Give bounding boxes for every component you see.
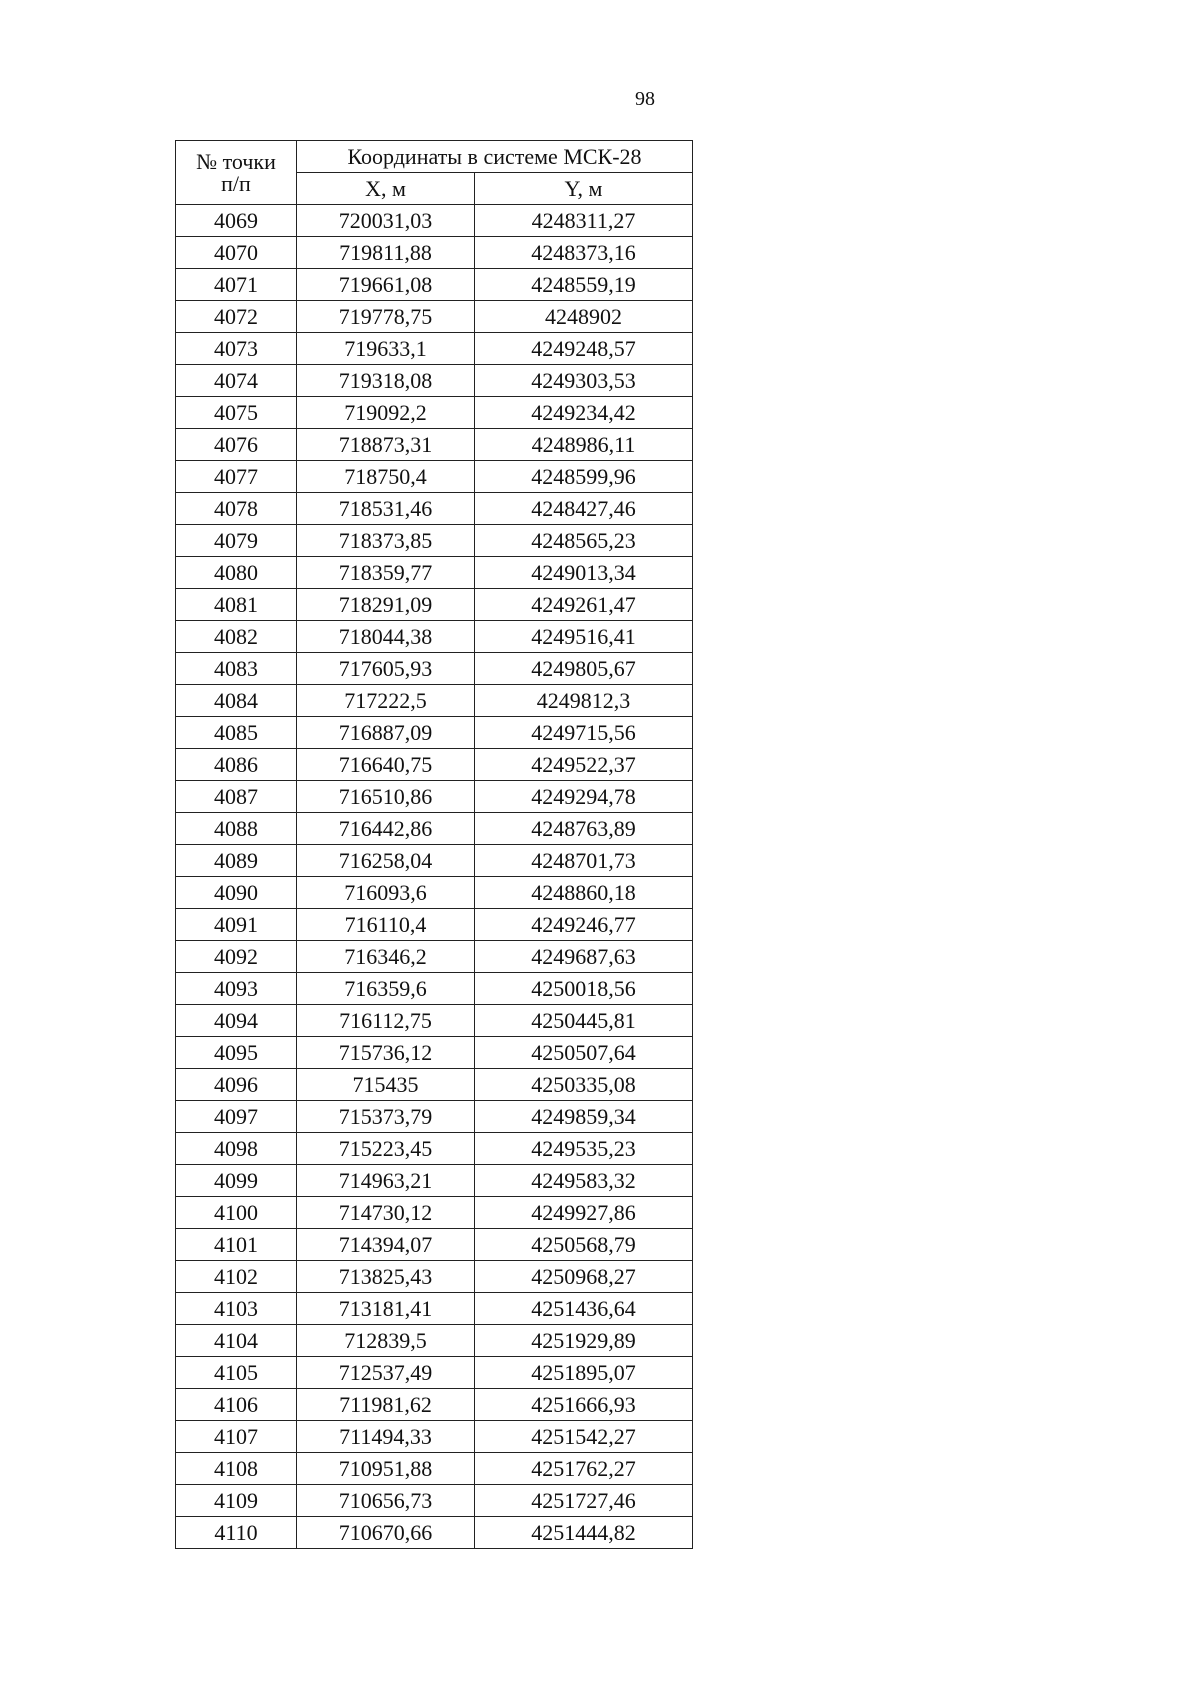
- table-row: [176, 781, 693, 813]
- cell-x: 715223,45: [297, 1133, 475, 1165]
- cell-y: 4248902: [475, 301, 693, 333]
- cell-x: 716112,75: [297, 1005, 475, 1037]
- table-row: [176, 621, 693, 653]
- cell-x: 719811,88: [297, 237, 475, 269]
- cell-y: 4248701,73: [475, 845, 693, 877]
- cell-y: 4249535,23: [475, 1133, 693, 1165]
- cell-point-number: 4077: [176, 461, 297, 493]
- cell-x: 716640,75: [297, 749, 475, 781]
- cell-y: 4249859,34: [475, 1101, 693, 1133]
- cell-point-number: 4087: [176, 781, 297, 813]
- header-y: Y, м: [475, 173, 693, 205]
- cell-y: 4251666,93: [475, 1389, 693, 1421]
- header-point-number: № точки п/п: [176, 141, 297, 205]
- cell-y: 4248599,96: [475, 461, 693, 493]
- cell-point-number: 4088: [176, 813, 297, 845]
- cell-y: 4251444,82: [475, 1517, 693, 1549]
- table-row: [176, 1229, 693, 1261]
- table-row: [176, 813, 693, 845]
- cell-x: 718873,31: [297, 429, 475, 461]
- cell-y: 4249246,77: [475, 909, 693, 941]
- table-row: [176, 909, 693, 941]
- cell-point-number: 4083: [176, 653, 297, 685]
- cell-x: 714730,12: [297, 1197, 475, 1229]
- cell-y: 4249261,47: [475, 589, 693, 621]
- table-row: [176, 429, 693, 461]
- cell-point-number: 4072: [176, 301, 297, 333]
- cell-point-number: 4105: [176, 1357, 297, 1389]
- cell-y: 4250445,81: [475, 1005, 693, 1037]
- cell-x: 719318,08: [297, 365, 475, 397]
- cell-x: 718531,46: [297, 493, 475, 525]
- cell-point-number: 4091: [176, 909, 297, 941]
- cell-point-number: 4074: [176, 365, 297, 397]
- cell-y: 4249294,78: [475, 781, 693, 813]
- cell-point-number: 4070: [176, 237, 297, 269]
- cell-y: 4250968,27: [475, 1261, 693, 1293]
- cell-y: 4248373,16: [475, 237, 693, 269]
- cell-y: 4249248,57: [475, 333, 693, 365]
- cell-x: 717605,93: [297, 653, 475, 685]
- table-row: [176, 557, 693, 589]
- table-row: [176, 1101, 693, 1133]
- table-row: [176, 1453, 693, 1485]
- cell-x: 711494,33: [297, 1421, 475, 1453]
- cell-point-number: 4106: [176, 1389, 297, 1421]
- cell-y: 4249522,37: [475, 749, 693, 781]
- cell-y: 4249687,63: [475, 941, 693, 973]
- cell-x: 714963,21: [297, 1165, 475, 1197]
- cell-y: 4251895,07: [475, 1357, 693, 1389]
- table-row: [176, 589, 693, 621]
- table-row: [176, 845, 693, 877]
- cell-x: 719633,1: [297, 333, 475, 365]
- cell-point-number: 4076: [176, 429, 297, 461]
- table-row: [176, 1421, 693, 1453]
- table-body: [176, 205, 693, 1549]
- cell-point-number: 4084: [176, 685, 297, 717]
- table-row: [176, 1389, 693, 1421]
- table-row: [176, 397, 693, 429]
- cell-y: 4248565,23: [475, 525, 693, 557]
- table-row: [176, 1261, 693, 1293]
- cell-y: 4249927,86: [475, 1197, 693, 1229]
- cell-x: 720031,03: [297, 205, 475, 237]
- cell-x: 710656,73: [297, 1485, 475, 1517]
- cell-point-number: 4093: [176, 973, 297, 1005]
- cell-point-number: 4081: [176, 589, 297, 621]
- table-row: [176, 269, 693, 301]
- table-row: [176, 941, 693, 973]
- table-row: [176, 1293, 693, 1325]
- cell-x: 719778,75: [297, 301, 475, 333]
- cell-y: 4250507,64: [475, 1037, 693, 1069]
- cell-y: 4249715,56: [475, 717, 693, 749]
- cell-y: 4248986,11: [475, 429, 693, 461]
- table-row: [176, 365, 693, 397]
- coordinates-table: [175, 140, 693, 1549]
- cell-y: 4251929,89: [475, 1325, 693, 1357]
- table-row: [176, 1133, 693, 1165]
- table-row: [176, 333, 693, 365]
- cell-x: 710670,66: [297, 1517, 475, 1549]
- table-row: [176, 877, 693, 909]
- cell-point-number: 4082: [176, 621, 297, 653]
- table-row: [176, 1037, 693, 1069]
- cell-y: 4248311,27: [475, 205, 693, 237]
- table-row: [176, 525, 693, 557]
- cell-x: 716258,04: [297, 845, 475, 877]
- cell-point-number: 4086: [176, 749, 297, 781]
- table-row: [176, 973, 693, 1005]
- cell-point-number: 4110: [176, 1517, 297, 1549]
- cell-point-number: 4089: [176, 845, 297, 877]
- cell-y: 4249583,32: [475, 1165, 693, 1197]
- table-row: [176, 461, 693, 493]
- cell-y: 4249812,3: [475, 685, 693, 717]
- cell-point-number: 4073: [176, 333, 297, 365]
- cell-point-number: 4085: [176, 717, 297, 749]
- cell-y: 4249516,41: [475, 621, 693, 653]
- page-number: 98: [635, 88, 655, 110]
- cell-x: 716359,6: [297, 973, 475, 1005]
- cell-x: 717222,5: [297, 685, 475, 717]
- table-row: [176, 237, 693, 269]
- cell-x: 719661,08: [297, 269, 475, 301]
- cell-y: 4248427,46: [475, 493, 693, 525]
- cell-point-number: 4075: [176, 397, 297, 429]
- cell-x: 719092,2: [297, 397, 475, 429]
- table-header: [176, 141, 693, 205]
- cell-point-number: 4071: [176, 269, 297, 301]
- cell-point-number: 4095: [176, 1037, 297, 1069]
- cell-x: 718291,09: [297, 589, 475, 621]
- table-row: [176, 1517, 693, 1549]
- cell-x: 714394,07: [297, 1229, 475, 1261]
- table-row: [176, 1069, 693, 1101]
- cell-x: 718044,38: [297, 621, 475, 653]
- cell-x: 716346,2: [297, 941, 475, 973]
- cell-x: 715373,79: [297, 1101, 475, 1133]
- cell-x: 718373,85: [297, 525, 475, 557]
- table-row: [176, 1325, 693, 1357]
- cell-y: 4250335,08: [475, 1069, 693, 1101]
- cell-y: 4249303,53: [475, 365, 693, 397]
- table-row: [176, 493, 693, 525]
- cell-point-number: 4098: [176, 1133, 297, 1165]
- table-row: [176, 653, 693, 685]
- cell-x: 710951,88: [297, 1453, 475, 1485]
- cell-point-number: 4103: [176, 1293, 297, 1325]
- cell-point-number: 4090: [176, 877, 297, 909]
- cell-point-number: 4069: [176, 205, 297, 237]
- table-row: [176, 1357, 693, 1389]
- cell-x: 716110,4: [297, 909, 475, 941]
- header-x: X, м: [297, 173, 475, 205]
- cell-y: 4250018,56: [475, 973, 693, 1005]
- cell-y: 4250568,79: [475, 1229, 693, 1261]
- cell-point-number: 4099: [176, 1165, 297, 1197]
- header-coordinate-system: Координаты в системе МСК-28: [297, 141, 693, 173]
- cell-x: 716887,09: [297, 717, 475, 749]
- cell-x: 712537,49: [297, 1357, 475, 1389]
- cell-x: 718750,4: [297, 461, 475, 493]
- table-row: [176, 1005, 693, 1037]
- cell-point-number: 4109: [176, 1485, 297, 1517]
- cell-point-number: 4097: [176, 1101, 297, 1133]
- table-row: [176, 1165, 693, 1197]
- cell-x: 716442,86: [297, 813, 475, 845]
- table-row: [176, 301, 693, 333]
- table-row: [176, 717, 693, 749]
- cell-point-number: 4079: [176, 525, 297, 557]
- cell-point-number: 4108: [176, 1453, 297, 1485]
- table-row: [176, 749, 693, 781]
- table-row: [176, 685, 693, 717]
- cell-point-number: 4094: [176, 1005, 297, 1037]
- cell-x: 715736,12: [297, 1037, 475, 1069]
- cell-point-number: 4080: [176, 557, 297, 589]
- cell-point-number: 4101: [176, 1229, 297, 1261]
- cell-point-number: 4100: [176, 1197, 297, 1229]
- table-row: [176, 205, 693, 237]
- cell-x: 718359,77: [297, 557, 475, 589]
- cell-point-number: 4107: [176, 1421, 297, 1453]
- cell-y: 4251436,64: [475, 1293, 693, 1325]
- cell-x: 711981,62: [297, 1389, 475, 1421]
- cell-y: 4251542,27: [475, 1421, 693, 1453]
- cell-y: 4249234,42: [475, 397, 693, 429]
- cell-y: 4251727,46: [475, 1485, 693, 1517]
- cell-x: 715435: [297, 1069, 475, 1101]
- cell-x: 713825,43: [297, 1261, 475, 1293]
- cell-point-number: 4078: [176, 493, 297, 525]
- cell-x: 716093,6: [297, 877, 475, 909]
- cell-point-number: 4092: [176, 941, 297, 973]
- cell-point-number: 4104: [176, 1325, 297, 1357]
- table-row: [176, 1197, 693, 1229]
- table-row: [176, 1485, 693, 1517]
- cell-point-number: 4096: [176, 1069, 297, 1101]
- cell-y: 4248860,18: [475, 877, 693, 909]
- cell-x: 713181,41: [297, 1293, 475, 1325]
- cell-y: 4248763,89: [475, 813, 693, 845]
- cell-y: 4249805,67: [475, 653, 693, 685]
- cell-point-number: 4102: [176, 1261, 297, 1293]
- cell-y: 4251762,27: [475, 1453, 693, 1485]
- cell-y: 4249013,34: [475, 557, 693, 589]
- cell-y: 4248559,19: [475, 269, 693, 301]
- cell-x: 716510,86: [297, 781, 475, 813]
- cell-x: 712839,5: [297, 1325, 475, 1357]
